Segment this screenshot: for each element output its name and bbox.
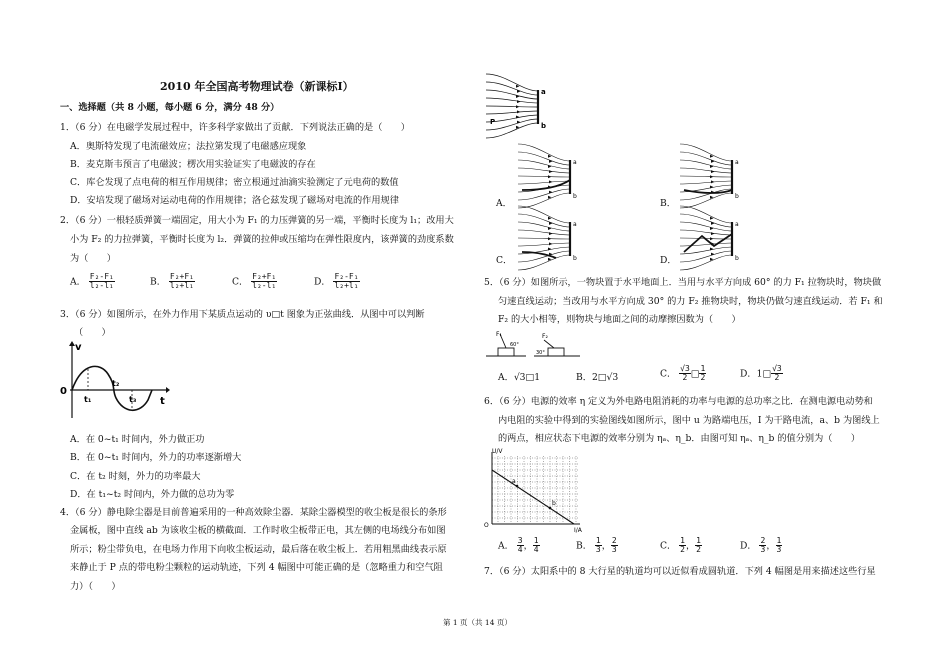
field-line [680,168,732,173]
q6-stem-line1: 6．（6 分）电源的效率 η 定义为外电路电阻消耗的功率与电源的总功率之比．在测电源电动势和 [484,396,873,407]
q4-d-field-lines [680,206,732,270]
q6-option-b-label: B． [576,540,592,552]
field-arrow [710,237,714,240]
q3-t2-label: t₂ [112,379,120,388]
q4-option-a-figure [516,150,588,202]
q5-stem-line2: 匀速直线运动；当改用与水平方向成 30° 的力 F₂ 推物块时，物块仍做匀速直线运动．若 F₁ 和 [498,296,883,307]
q6-a-fraction-2 [533,537,540,555]
q4-option-b-figure [678,150,750,202]
q6-point-b [549,507,552,510]
q4-option-b-label: B． [660,198,676,209]
field-arrow [548,175,552,178]
field-arrow [711,170,715,173]
q5-c-separator: □ [690,368,700,380]
q6-point-a [516,485,519,488]
q5-angle1-label: 60° [510,342,519,348]
field-line [518,152,570,165]
q6-stem-line2: 内电阻的实验中得到的实验图线如图所示，图中 u 为路端电压，I 为干路电流，a、b 为图线上 [498,415,880,426]
field-line [518,176,570,177]
denominator: l₂+l₁ [169,281,194,291]
q2-option-b-fraction [169,273,195,291]
q6-i-label: I/A [574,527,582,534]
q4-stem-line4: 来静止于 P 点的带电粉尘颗粒的运动轨迹，下列 4 幅图中可能正确的是（忽略重力和空气阻 [70,562,443,573]
q6-option-b: B． $\frac{1}{3}$ ， $\frac{2}{3}$ [576,536,617,555]
q6-option-d: D． $\frac{2}{3}$ ， $\frac{1}{3}$ [740,536,782,555]
field-line [518,230,570,235]
q1-option-a: A．奥斯特发现了电流磁效应；法拉第发现了电磁感应现象 [70,141,307,152]
field-arrow [517,110,521,113]
q6-b-fraction-1 [595,537,602,555]
q4-b-trajectory [684,190,732,193]
q6-a-label: a [512,478,516,485]
q5-angle2-label: 30° [536,350,545,356]
denominator: l₂+l₁ [334,281,359,291]
field-line [680,230,732,235]
field-line [518,222,570,231]
field-arrow [710,175,714,178]
denominator: 2 [696,545,701,555]
q3-v-label: v [75,342,82,353]
field-arrow [711,232,715,235]
q4-option-a-label: A． [496,198,512,209]
q6-option-d-label: D． [740,540,757,552]
q3-vt-graph [60,340,170,422]
q4-b-field-lines [680,144,732,208]
q6-b-fraction-2 [611,537,618,555]
q4-main-figure [484,80,556,132]
numerator: 1 [696,536,701,545]
numerator: F₂-F₁ [334,272,359,281]
field-line [518,238,570,239]
q5-block-2 [548,348,564,356]
q5-option-d [740,365,783,383]
numerator: 2 [611,536,617,545]
field-line [680,160,732,169]
field-arrow [517,100,521,103]
page-title: 2010 年全国高考物理试卷（新课标Ⅰ） [160,80,354,93]
q4-stem-line5: 力）（ ） [70,581,121,592]
q2-stem-line3: 为（ ） [70,253,116,264]
field-line [518,214,570,227]
numerator: 1 [680,536,685,545]
field-arrow [549,242,553,245]
q6-a-fraction-1 [517,537,524,555]
q2-option-c-label: C． [232,276,249,288]
q6-option-c: C． $\frac{1}{2}$ ， $\frac{1}{2}$ [660,536,701,555]
q6-option-c-label: C． [660,540,677,552]
q4-stem-line1: 4．（6 分）静电除尘器是目前普遍采用的一种高效除尘器．某除尘器模型的收尘板是很长的条形 [60,507,447,518]
denominator: 2 [680,545,685,555]
numerator: 1 [533,536,539,545]
q6-ui-graph [480,448,590,534]
q3-option-d: D．在 t₁~t₂ 时间内，外力做的总功为零 [70,489,235,500]
q6-u-label: U/V [492,448,503,455]
q5-f2-arrow [544,340,554,348]
q4-c-label-a: a [573,221,577,228]
q3-t1-label: t₁ [84,395,92,404]
q3-t-label: t [160,396,165,407]
denominator: 2 [682,373,688,383]
denominator: 2 [700,373,706,383]
q5-option-a: A．√3□1 [498,372,541,383]
q4-d-label-b: b [735,255,739,262]
q5-option-c [660,365,706,383]
denominator: l₂-l₁ [89,281,114,291]
numerator: 1 [776,536,782,545]
denominator: 3 [595,545,601,555]
field-line [518,160,570,169]
q2-option-b-label: B． [150,276,166,288]
field-arrow [710,185,714,188]
q3-option-a: A．在 0~t₁ 时间内，外力做正功 [70,434,205,445]
q1-stem: 1．（6 分）在电磁学发展过程中，许多科学家做出了贡献．下列说法正确的是（ ） [60,122,410,133]
field-arrow [516,115,520,118]
q7-stem-line1: 7．（6 分）太阳系中的 8 大行星的轨道均可以近似看成圆轨道．下列 4 幅图是用来描述这些行星 [484,566,876,577]
q5-f2-label: F₂ [542,333,548,340]
section-heading: 一、选择题（共 8 小题，每小题 6 分，满分 48 分） [60,102,280,113]
field-line [518,168,570,173]
denominator: 4 [517,545,523,555]
q4-option-c-figure [516,212,588,264]
field-arrow [549,180,553,183]
q6-c-fraction-2 [695,537,702,555]
field-line [518,243,570,246]
q6-d-fraction-2 [776,537,783,555]
field-line [680,214,732,227]
field-line [680,243,732,246]
page-footer: 第 1 页（共 14 页） [443,618,512,627]
numerator: F₂+F₁ [169,272,194,281]
q1-option-c: C．库仑发现了点电荷的相互作用规律；密立根通过油滴实验测定了元电荷的数值 [70,177,399,188]
q6-stem-line3: 的两点，相应状态下电源的效率分别为 ηₐ、η_b．由图可知 ηₐ、η_b 的值分别为（ ） [498,433,861,444]
q4-option-d-label: D． [660,255,677,266]
q5-option-d-label: D． [740,368,757,380]
q1-option-b: B．麦克斯韦预言了电磁波；楞次用实验证实了电磁波的存在 [70,159,316,170]
q3-stem-line1: 3．（6 分）如图所示，在外力作用下某质点运动的 υ□t 图象为正弦曲线．从图中可以判断 [60,309,425,320]
q3-stem-line2: （ ） [74,327,111,338]
field-line [680,222,732,231]
field-line [680,152,732,165]
q4-a-field-lines [518,144,570,208]
field-arrow [710,247,714,250]
q4-b-label-a: a [735,159,739,166]
q5-stem-line1: 5．（6 分）如图所示，一物块置于水平地面上．当用与水平方向成 60° 的力 F₁ 拉物块时，物块做 [484,277,882,288]
q6-option-a: A． $\frac{3}{4}$ ， $\frac{1}{4}$ [498,536,539,555]
numerator: F₂+F₁ [252,272,277,281]
q1-option-d: D．安培发现了磁场对运动电荷的作用规律；洛仑兹发现了磁场对电流的作用规律 [70,195,399,206]
q5-option-b: B．2□√3 [576,372,619,383]
numerator: F₂-F₁ [89,272,114,281]
numerator: √3 [772,364,782,373]
q3-t3-label: t₃ [129,395,137,404]
q6-option-a-label: A． [498,540,514,552]
q2-option-d-fraction [333,273,359,291]
q4-main-label-b: b [541,122,547,130]
q2-option-a [70,273,115,291]
q3-t-arrow [166,387,170,393]
q6-b-label: b [552,500,556,507]
field-line [486,82,538,95]
q4-stem-line2: 金属板，图中直线 ab 为该收尘板的横截面．工作时收尘板带正电，其左侧的电场线分布如图 [70,525,446,536]
q4-option-c-label: C． [496,255,513,266]
denominator: 3 [760,545,766,555]
denominator: 4 [533,545,539,555]
q4-main-label-p: P [490,118,496,126]
q5-option-c-label: C． [660,368,677,380]
q5-d-fraction [771,365,783,383]
q2-option-a-fraction [89,273,115,291]
q2-option-a-label: A． [70,276,86,288]
q5-figure [484,330,584,362]
field-arrow [549,170,553,173]
field-line [486,111,538,114]
denominator: 3 [776,545,782,555]
q4-c-label-b: b [573,255,577,262]
field-arrow [549,232,553,235]
denominator: 2 [774,373,780,383]
field-arrow [548,247,552,250]
q2-option-d [314,273,360,291]
field-line [680,176,732,177]
field-line [680,181,732,184]
q4-c-field-lines [518,206,570,270]
field-line [486,90,538,99]
q2-option-b [150,273,195,291]
q4-main-field-lines [486,74,538,138]
q4-stem-line3: 所示；粉尘带负电，在电场力作用下向收尘板运动，最后落在收尘板上．若用粗黑曲线表示原 [70,544,447,555]
q3-option-c: C．在 t₂ 时刻，外力的功率最大 [70,471,201,482]
q5-c-fraction-1 [679,365,691,383]
field-arrow [548,237,552,240]
q4-b-label-b: b [735,193,739,200]
field-line [486,106,538,107]
field-line [486,98,538,103]
q2-option-d-label: D． [314,276,331,288]
denominator: l₂-l₁ [252,281,277,291]
q4-a-label-b: b [573,193,577,200]
q3-option-b: B．在 0~t₁ 时间内，外力的功率逐渐增大 [70,452,242,463]
numerator: 1 [700,364,706,373]
q4-a-label-a: a [573,159,577,166]
numerator: 3 [517,536,523,545]
q3-origin-label: 0 [60,386,67,397]
q4-main-label-a: a [541,88,546,96]
q5-block-1 [498,348,514,356]
q4-option-d-figure [678,212,750,264]
q6-origin-label: O [484,522,489,529]
field-arrow [711,180,715,183]
q4-d-label-a: a [735,221,739,228]
numerator: 1 [595,536,601,545]
field-arrow [516,105,520,108]
q2-option-c-fraction [251,273,277,291]
denominator: 3 [611,545,617,555]
q6-ui-line [492,470,574,524]
q2-stem-line2: 小为 F₂ 的力拉弹簧，平衡时长度为 l₂．弹簧的拉伸或压缩均在弹性限度内，该弹簧的劲度系数 [70,234,454,245]
q5-stem-line3: F₂ 的大小相等，则物块与地面之间的动摩擦因数为（ ） [498,314,741,325]
q5-f1-label: F₁ [496,331,502,338]
q2-option-c [232,273,277,291]
q5-d-prefix: 1□ [756,368,772,380]
q6-grid [492,456,578,524]
numerator: 2 [760,536,766,545]
q6-d-fraction-1 [759,537,766,555]
numerator: √3 [680,364,690,373]
q5-c-fraction-2 [699,365,706,383]
q2-stem-line1: 2．（6 分）一根轻质弹簧一端固定，用大小为 F₁ 的力压弹簧的另一端，平衡时长度为 l₁；改用大 [60,215,454,226]
q6-c-fraction-1 [679,537,686,555]
